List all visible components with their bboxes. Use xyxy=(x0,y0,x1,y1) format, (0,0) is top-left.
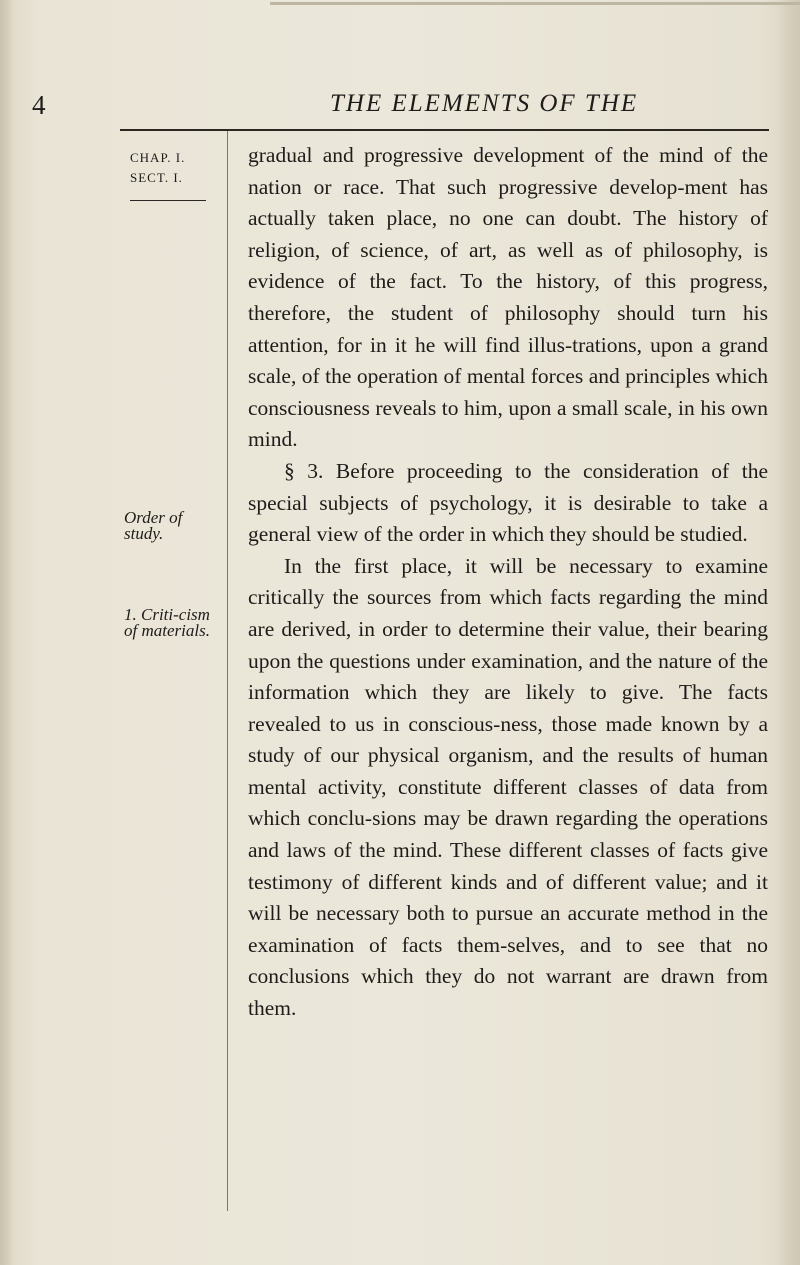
page-top-edge xyxy=(270,2,800,5)
paragraph-1: gradual and progressive development of the mind of the nation or race. That such progressive develop-ment has actually taken place, no one can doubt. The history of religion, of science, of art, as well as of philosophy, is evidence of the fact. To the history, of this progress, therefore, the student of philosophy should turn his attention, for in it he will find illus-trations, upon a grand scale, of the operation of mental forces and principles which consciousness reveals to him, upon a small scale, in his own mind. xyxy=(248,143,768,452)
page-edge-shadow-right xyxy=(778,0,800,1265)
margin-note-criticism-of-materials: 1. Criti-cism of materials. xyxy=(124,605,210,640)
paragraph-2: § 3. Before proceeding to the consideration of the special subjects of psychology, it is desirable to take a general view of the order in which they should be studied. xyxy=(248,458,768,547)
section-label: SECT. I. xyxy=(130,170,183,185)
chapter-rule xyxy=(130,200,206,201)
page-number: 4 xyxy=(32,90,46,120)
paragraph-3: In the first place, it will be necessary to examine critically the sources from which facts regarding the mind are derived, in order to determine their value, their bearing upon the questions under examination, and the nature of the information which they are likely to give. The facts revealed to us in conscious-ness, those made known by a study of our physical organism, and the results of human mental activity, constitute different classes of data from which conclu-sions may be drawn regarding the operations and laws of the mind. These different classes of facts give testimony of different kinds and of different value; and it will be necessary both to pursue an accurate method in the examination of facts them-selves, and to see that no conclusions which they do not warrant are drawn from them. xyxy=(248,553,768,1021)
running-head: THE ELEMENTS OF THE xyxy=(330,90,639,117)
side-margin xyxy=(0,0,226,1265)
margin-note-order-of-study: Order of study. xyxy=(124,508,183,543)
margin-column-rule xyxy=(227,131,228,1211)
chapter-label: CHAP. I. xyxy=(130,150,186,165)
body-text xyxy=(248,140,768,1025)
